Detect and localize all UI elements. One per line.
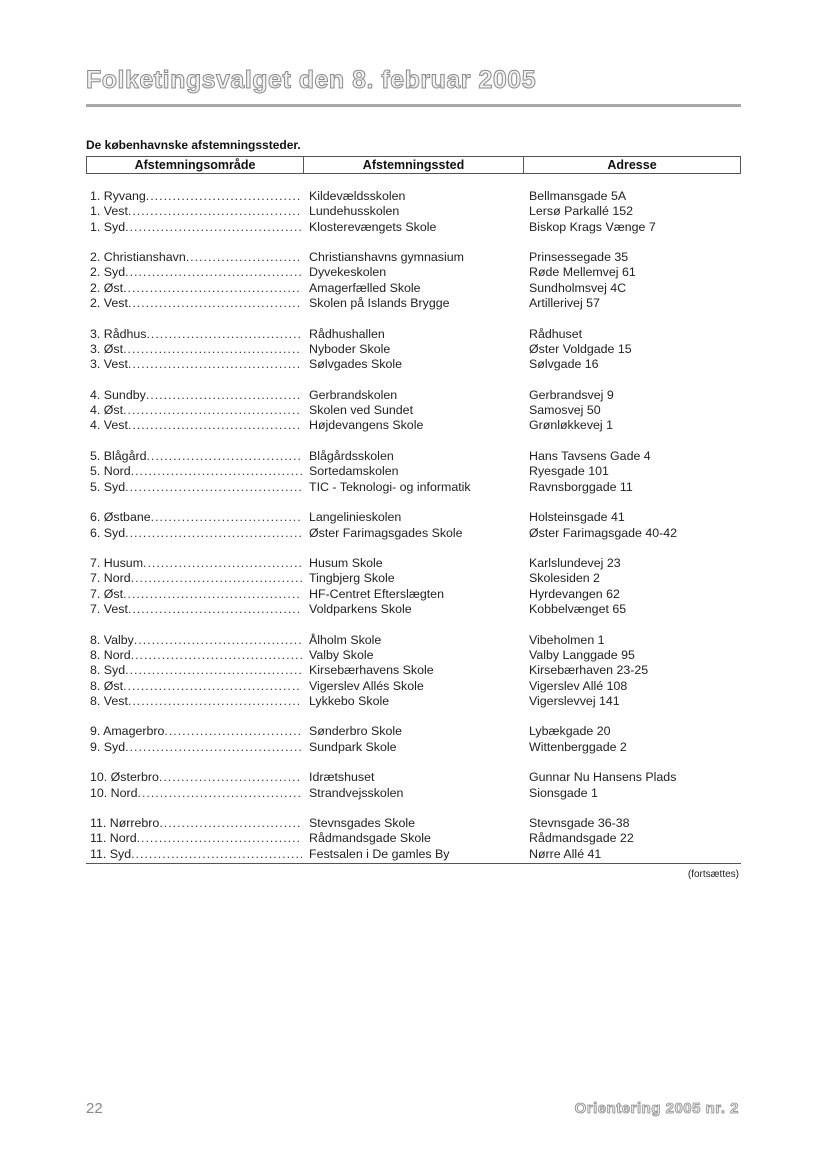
area-label: 3. Rådhus [90, 326, 147, 341]
address-cell: Hyrdevangen 62 [529, 586, 620, 601]
area-row [90, 220, 302, 235]
area-row [90, 740, 302, 755]
area-label: 4. Vest [90, 418, 128, 433]
leader-dots [125, 480, 302, 495]
place-cell: Christianshavns gymnasium [309, 250, 464, 265]
area-label: 8. Øst [90, 678, 124, 693]
area-row [90, 265, 302, 280]
leader-dots [146, 388, 302, 403]
address-cell: Gunnar Nu Hansens Plads [529, 770, 677, 785]
area-group [90, 633, 302, 709]
address-cell: Rådhuset [529, 326, 583, 341]
place-cell: Blågårdsskolen [309, 449, 394, 464]
page-title: Folketingsvalget den 8. februar 2005 [86, 66, 537, 94]
area-label: 8. Nord [90, 647, 131, 662]
leader-dots [123, 281, 302, 296]
place-cell: Stevnsgades Skole [309, 816, 416, 831]
place-group [309, 388, 524, 434]
leader-dots [146, 449, 302, 464]
address-cell: Lersø Parkallé 152 [529, 204, 633, 219]
place-group [309, 510, 524, 541]
area-label: 10. Nord [90, 785, 138, 800]
area-label: 8. Vest [90, 693, 128, 708]
address-cell: Stevnsgade 36-38 [529, 816, 630, 831]
leader-dots [125, 220, 302, 235]
area-label: 2. Vest [90, 296, 128, 311]
area-group [90, 250, 302, 311]
area-row [90, 786, 302, 801]
address-cell: Sionsgade 1 [529, 785, 598, 800]
address-cell: Wittenberggade 2 [529, 739, 627, 754]
place-cell: Kirsebærhavens Skole [309, 663, 434, 678]
place-cell: Dyvekeskolen [309, 265, 387, 280]
place-cell: Nyboder Skole [309, 341, 391, 356]
place-cell: TIC - Teknologi- og informatik [309, 479, 471, 494]
place-group [309, 250, 524, 311]
header-place: Afstemningssted [303, 156, 524, 174]
area-group [90, 388, 302, 434]
address-cell: Prinsessegade 35 [529, 250, 629, 265]
address-cell: Sølvgade 16 [529, 357, 599, 372]
place-cell: Vigerslev Allés Skole [309, 678, 424, 693]
place-cell: Amagerfælled Skole [309, 280, 421, 295]
area-row [90, 602, 302, 617]
leader-dots [146, 189, 302, 204]
address-cell: Lybækgade 20 [529, 724, 611, 739]
area-label: 4. Sundby [90, 387, 146, 402]
area-row [90, 296, 302, 311]
area-label: 2. Christianshavn [90, 250, 186, 265]
area-label: 5. Blågård [90, 449, 147, 464]
section-subtitle: De københavnske afstemningssteder. [86, 138, 301, 152]
area-row [90, 480, 302, 495]
area-label: 2. Syd [90, 265, 126, 280]
area-group [90, 510, 302, 541]
leader-dots [131, 571, 302, 586]
address-group [529, 633, 739, 709]
leader-dots [159, 770, 302, 785]
area-label: 11. Nørrebro [90, 816, 160, 831]
area-label: 10. Østerbro [90, 770, 159, 785]
leader-dots [128, 694, 302, 709]
area-row [90, 204, 302, 219]
address-cell: Valby Langgade 95 [529, 647, 635, 662]
header-address: Adresse [523, 156, 741, 174]
place-cell: Klosterevængets Skole [309, 219, 437, 234]
place-cell: Sønderbro Skole [309, 724, 402, 739]
address-cell: Kobbelvænget 65 [529, 602, 627, 617]
area-label: 7. Øst [90, 586, 124, 601]
place-group [309, 633, 524, 709]
leader-dots [125, 265, 302, 280]
area-label: 5. Nord [90, 464, 131, 479]
address-cell: Grønløkkevej 1 [529, 418, 613, 433]
area-label: 11. Syd [90, 846, 132, 861]
area-row [90, 831, 302, 846]
place-cell: Skolen ved Sundet [309, 403, 414, 418]
place-group [309, 189, 524, 235]
area-row [90, 633, 302, 648]
place-cell: HF-Centret Efterslægten [309, 586, 444, 601]
address-group [529, 250, 739, 311]
place-cell: Husum Skole [309, 556, 383, 571]
area-label: 6. Syd [90, 525, 126, 540]
address-cell: Vigerslevvej 141 [529, 693, 620, 708]
address-cell: Vigerslev Allé 108 [529, 678, 628, 693]
leader-dots [143, 556, 302, 571]
address-cell: Karlslundevej 23 [529, 556, 621, 571]
address-cell: Hans Tavsens Gade 4 [529, 449, 651, 464]
place-group [309, 816, 524, 862]
area-group [90, 189, 302, 235]
area-row [90, 648, 302, 663]
leader-dots [128, 602, 302, 617]
address-cell: Bellmansgade 5A [529, 189, 627, 203]
leader-dots [128, 204, 302, 219]
address-cell: Ravnsborggade 11 [529, 479, 633, 494]
place-cell: Rådhushallen [309, 326, 385, 341]
area-row [90, 847, 302, 862]
area-row [90, 449, 302, 464]
place-cell: Sundpark Skole [309, 739, 397, 754]
address-cell: Nørre Allé 41 [529, 846, 602, 861]
area-label: 5. Syd [90, 479, 126, 494]
area-label: 4. Øst [90, 403, 124, 418]
address-cell: Skolesiden 2 [529, 571, 600, 586]
leader-dots [123, 679, 302, 694]
place-cell: Skolen på Islands Brygge [309, 296, 450, 311]
area-row [90, 403, 302, 418]
leader-dots [131, 648, 302, 663]
place-cell: Langelinieskolen [309, 510, 402, 525]
place-cell: Strandvejsskolen [309, 785, 404, 800]
place-cell: Kildevældsskolen [309, 189, 406, 203]
address-cell: Vibeholmen 1 [529, 632, 605, 647]
table-bottom-rule [86, 863, 741, 864]
header-area: Afstemningsområde [86, 156, 304, 174]
area-group [90, 556, 302, 617]
place-cell: Lundehusskolen [309, 204, 400, 219]
area-row [90, 418, 302, 433]
address-group [529, 724, 739, 755]
area-row [90, 357, 302, 372]
area-label: 3. Vest [90, 357, 128, 372]
leader-dots [138, 786, 302, 801]
place-group [309, 556, 524, 617]
area-label: 1. Vest [90, 204, 128, 219]
leader-dots [134, 633, 302, 648]
area-row [90, 556, 302, 571]
address-cell: Artillerivej 57 [529, 296, 600, 311]
area-row [90, 327, 302, 342]
place-cell: Gerbrandskolen [309, 387, 398, 402]
address-group [529, 388, 739, 434]
area-row [90, 724, 302, 739]
place-cell: Højdevangens Skole [309, 418, 424, 433]
area-row [90, 816, 302, 831]
leader-dots [123, 403, 302, 418]
address-cell: Samosvej 50 [529, 403, 601, 418]
column-address [529, 189, 739, 877]
area-row [90, 464, 302, 479]
place-cell: Idrætshuset [309, 770, 375, 785]
area-row [90, 571, 302, 586]
address-group [529, 189, 739, 235]
address-cell: Sundholmsvej 4C [529, 280, 627, 295]
area-label: 11. Nord [90, 831, 137, 846]
leader-dots [146, 327, 302, 342]
area-row [90, 587, 302, 602]
address-group [529, 327, 739, 373]
page-number: 22 [86, 1100, 103, 1117]
address-group [529, 770, 739, 801]
address-cell: Biskop Krags Vænge 7 [529, 219, 656, 234]
leader-dots [151, 510, 302, 525]
leader-dots [137, 831, 302, 846]
area-group [90, 770, 302, 801]
area-row [90, 189, 302, 204]
area-row [90, 510, 302, 525]
address-group [529, 449, 739, 495]
leader-dots [186, 250, 302, 265]
address-cell: Røde Mellemvej 61 [529, 265, 636, 280]
area-label: 3. Øst [90, 341, 124, 356]
leader-dots [128, 418, 302, 433]
leader-dots [164, 724, 302, 739]
area-label: 7. Nord [90, 571, 131, 586]
address-cell: Øster Voldgade 15 [529, 341, 632, 356]
place-cell: Festsalen i De gamles By [309, 846, 450, 861]
place-cell: Sortedamskolen [309, 464, 399, 479]
area-label: 8. Syd [90, 663, 126, 678]
place-cell: Tingbjerg Skole [309, 571, 395, 586]
area-row [90, 250, 302, 265]
address-cell: Kirsebærhaven 23-25 [529, 663, 649, 678]
address-cell: Øster Farimagsgade 40-42 [529, 525, 678, 540]
title-rule [86, 104, 741, 107]
area-label: 8. Valby [90, 632, 134, 647]
continued-note: (fortsættes) [687, 869, 739, 880]
area-label: 9. Amagerbro [90, 724, 165, 739]
place-cell: Ålholm Skole [309, 632, 382, 647]
area-label: 1. Ryvang [90, 189, 146, 203]
address-cell: Ryesgade 101 [529, 464, 609, 479]
footer-publication: Orientering 2005 nr. 2 [574, 1100, 739, 1117]
place-group [309, 724, 524, 755]
area-label: 2. Øst [90, 280, 124, 295]
area-label: 9. Syd [90, 739, 126, 754]
leader-dots [128, 357, 302, 372]
leader-dots [128, 296, 302, 311]
leader-dots [131, 464, 302, 479]
area-group [90, 724, 302, 755]
leader-dots [159, 816, 302, 831]
place-group [309, 449, 524, 495]
area-group [90, 816, 302, 862]
address-group [529, 556, 739, 617]
address-group [529, 816, 739, 862]
place-cell: Rådmandsgade Skole [309, 831, 431, 846]
area-row [90, 679, 302, 694]
area-row [90, 770, 302, 785]
address-cell: Holsteinsgade 41 [529, 510, 625, 525]
place-cell: Øster Farimagsgades Skole [309, 525, 463, 540]
column-place [309, 189, 524, 877]
leader-dots [123, 342, 302, 357]
place-group [309, 770, 524, 801]
area-row [90, 342, 302, 357]
address-cell: Rådmandsgade 22 [529, 831, 634, 846]
area-row [90, 281, 302, 296]
leader-dots [125, 740, 302, 755]
place-group [309, 327, 524, 373]
place-cell: Sølvgades Skole [309, 357, 402, 372]
area-group [90, 449, 302, 495]
place-cell: Lykkebo Skole [309, 693, 390, 708]
place-cell: Valby Skole [309, 647, 374, 662]
area-label: 7. Vest [90, 602, 128, 617]
area-row [90, 388, 302, 403]
address-group [529, 510, 739, 541]
area-label: 7. Husum [90, 556, 144, 571]
area-row [90, 526, 302, 541]
place-cell: Voldparkens Skole [309, 602, 412, 617]
area-label: 6. Østbane [90, 510, 151, 525]
leader-dots [125, 526, 302, 541]
area-row [90, 694, 302, 709]
leader-dots [125, 663, 302, 678]
leader-dots [123, 587, 302, 602]
column-area [90, 189, 302, 877]
address-cell: Gerbrandsvej 9 [529, 387, 614, 402]
leader-dots [131, 847, 302, 862]
area-group [90, 327, 302, 373]
area-row [90, 663, 302, 678]
area-label: 1. Syd [90, 219, 126, 234]
